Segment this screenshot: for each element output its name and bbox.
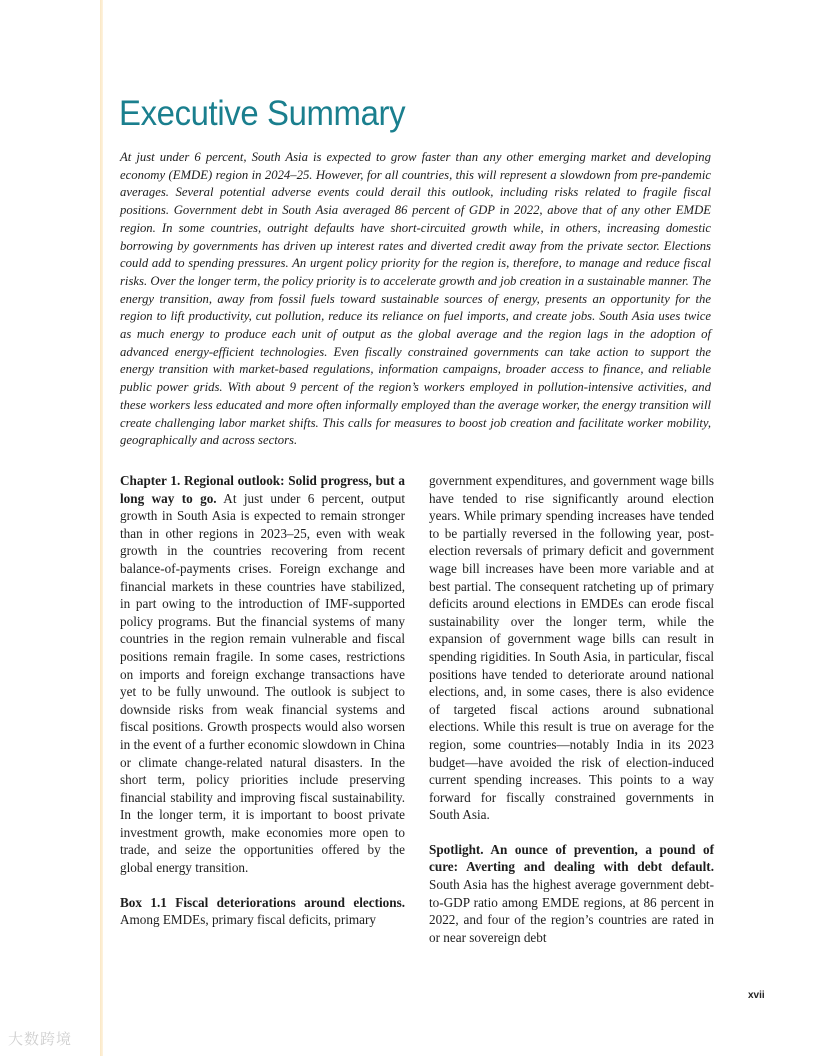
chapter1-paragraph (120, 472, 405, 877)
right-column (429, 472, 714, 963)
executive-summary-intro: At just under 6 percent, South Asia is expected to grow faster than any other emerging market and developing economy (EMDE) region in 2024–25. However, for all countries, this will represent a slowdown from pre-pandemic averages. Several potential adverse events could derail this outlook, including risks related to fragile fiscal positions. Government debt in South Asia averaged 86 percent of GDP in 2022, above that of any other EMDE region. In some countries, outright defaults have short-circuited growth while, in others, increasing domestic borrowing by governments has driven up interest rates and diverted credit away from the private sector. Elections could add to spending pressures. An urgent policy priority for the region is, therefore, to manage and reduce fiscal risks. Over the longer term, the policy priority is to accelerate growth and job creation in a sustainable manner. The energy transition, away from fossil fuels toward sustainable sources of energy, presents an opportunity for the region to lift productivity, cut pollution, reduce its reliance on fuel imports, and create jobs. South Asia uses twice as much energy to produce each unit of output as the global average and the region lags in the adoption of advanced energy-efficient technologies. Even fiscally constrained governments can take action to support the energy transition with market-based regulations, information campaigns, broader access to finance, and reliable public power grids. With about 9 percent of the region’s workers employed in pollution-intensive activities, and these workers less educated and more often informally employed than the average worker, the energy transition will create challenging labor market shifts. This calls for measures to boost job creation and facilitate worker mobility, geographically and across sectors. (120, 150, 711, 448)
page-number: xvii (748, 990, 765, 1001)
spotlight-paragraph (429, 841, 714, 947)
chapter1-heading: Chapter 1. Regional outlook: Solid progress, but a long way to go. (120, 473, 405, 506)
spotlight-body: South Asia has the highest average government debt-to-GDP ratio among EMDE regions, at 86 percent in 2022, and four of the region’s countries are rated in or near sovereign debt (429, 877, 714, 945)
box11-continuation: government expenditures, and government wage bills have tended to rise significantly around election years. While primary spending increases have tended to be partially reversed in the following year, post-election reversals of primary deficit and government wage bill increases have been more variable and at best partial. The consequent ratcheting up of primary deficits around elections in EMDEs can erode fiscal sustainability over the longer term, while the expansion of government wage bills can result in spending rigidities. In South Asia, in particular, fiscal positions have tended to deteriorate around national elections, and, in some cases, there is also evidence of targeted fiscal actions around subnational elections. While this result is true on average for the region, some countries—notably India in its 2023 budget—have avoided the risk of election-induced current spending increases. This points to a way forward for fiscally constrained governments in South Asia. (429, 473, 714, 823)
box11-paragraph (120, 894, 405, 929)
left-column (120, 472, 405, 946)
box11-body-start: Among EMDEs, primary fiscal deficits, primary (120, 912, 376, 928)
page-title: Executive Summary (119, 94, 406, 133)
box11-heading: Box 1.1 Fiscal deteriorations around elections. (120, 894, 405, 910)
decorative-margin-bar (100, 0, 103, 1056)
watermark-logo (8, 1028, 72, 1049)
chapter1-body: At just under 6 percent, output growth in South Asia is expected to remain stronger than in other regions in 2023–25, even with weak growth in the countries recovering from recent balance-of-payments crises. Foreign exchange and financial markets in these countries have stabilized, in part owing to the introduction of IMF-supported policy programs. But the financial systems of many countries in the region remain vulnerable and fiscal positions remain fragile. In some cases, restrictions on imports and foreign exchange transactions have yet to be fully unwound. The outlook is subject to downside risks from weak financial systems and fiscal positions. Growth prospects would also worsen in the event of a further economic slowdown in China or climate change-related natural disasters. In the short term, policy priorities include preserving financial stability and improving fiscal sustainability. In the longer term, it is important to boost private investment growth, make economies more open to trade, and seize the opportunities offered by the global energy transition. (120, 490, 406, 876)
watermark-text: 大数跨境 (8, 1030, 73, 1048)
spotlight-heading: Spotlight. An ounce of prevention, a pound of cure: Averting and dealing with debt default. (429, 841, 714, 875)
